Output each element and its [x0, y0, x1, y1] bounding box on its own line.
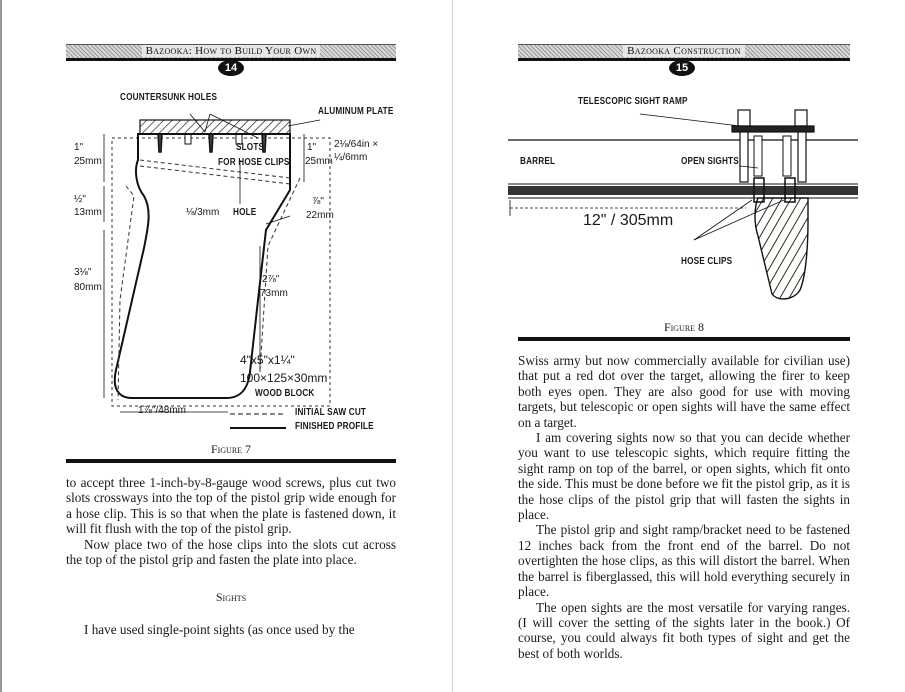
paragraph: Swiss army but now commercially available for civilian use) that put a red dot over the target, allowing the firer to keep both eyes open. They are also good for use with moving targets, but telescopic or open sights will have the same effect on a target. — [518, 353, 850, 430]
body-text — [518, 353, 850, 661]
label-hose-clips: HOSE CLIPS — [681, 256, 733, 267]
label-for-hose-clips: FOR HOSE CLIPS — [218, 157, 290, 168]
label-telescopic-sight-ramp: TELESCOPIC SIGHT RAMP — [578, 96, 688, 107]
paragraph: Now place two of the hose clips into the slots cut across the top of the pistol grip and fasten the plate into place. — [66, 536, 396, 568]
label-wood-block: WOOD BLOCK — [255, 388, 315, 399]
dim-top-left-mm: 25mm — [74, 156, 102, 167]
section-heading: Sights — [215, 590, 247, 604]
dim-slot-in: 1" — [307, 142, 317, 153]
paragraph: I have used single-point sights (as once used by the — [84, 622, 355, 637]
body-text-continued — [66, 622, 396, 637]
telescopic-sight-ramp — [732, 110, 814, 182]
barrel-band — [508, 186, 858, 195]
dim-block-mm: 100×125×30mm — [240, 371, 328, 385]
paragraph: The pistol grip and sight ramp/bracket need to be fastened 12 inches back from the front end of the barrel. Do not overtighten the hose clips, as this will distort the barrel. When the barrel is fiberglassed, this will hold everything securely in place. — [518, 522, 850, 600]
wood-block-outline — [112, 138, 330, 406]
dim-grip-mm: 73mm — [260, 288, 288, 299]
dim-right-upper-in: ⅞" — [312, 196, 324, 207]
open-sights — [754, 136, 791, 176]
page-number: 15 — [669, 60, 695, 76]
legend-initial-saw-cut: INITIAL SAW CUT — [295, 407, 367, 418]
label-countersunk-holes: COUNTERSUNK HOLES — [120, 92, 218, 103]
paragraph: I am covering sights now so that you can decide whether you want to use telescopic sights, which require fitting the sight ramp on top of the barrel, or open sights, which fit onto the side. This must be done before we fit the pistol grip, as it is the hose clips of the pistol grip that will fasten the sights in place. — [518, 430, 850, 523]
hose-clip-slot — [185, 134, 191, 144]
pistol-grip — [755, 198, 808, 299]
dim-mid-left-mm: 80mm — [74, 282, 102, 293]
dim-plate-thickness: 2⅛/64in × ¼/6mm — [334, 139, 379, 163]
paragraph: to accept three 1-inch-by-8-gauge wood screws, plus cut two slots crossways into the top of the pistol grip wide enough for a hose clip. This is so that when the plate is fastened down, it will fit flush with the top of the pistol grip. — [66, 475, 396, 537]
barrel-sights-diagram — [508, 96, 858, 306]
figure-caption: Figure 8 — [663, 320, 705, 334]
dim-top-left-in: 1" — [74, 142, 84, 153]
dim-hole-size: ⅛/3mm — [186, 207, 220, 218]
dim-mid-left-in: 3⅛" — [74, 267, 92, 278]
left-page — [0, 0, 452, 692]
label-aluminum-plate: ALUMINUM PLATE — [318, 106, 394, 117]
right-page — [453, 0, 905, 692]
label-hole: HOLE — [233, 207, 257, 218]
running-header: Bazooka Construction — [518, 44, 850, 58]
figure-caption: Figure 7 — [210, 442, 252, 456]
dim-slot-mm: 25mm — [305, 156, 333, 167]
caption-rule — [518, 337, 850, 341]
dim-block-in: 4"x5"x1¼" — [240, 353, 295, 367]
dim-right-upper-mm: 22mm — [306, 210, 334, 221]
running-header: Bazooka: How to Build Your Own — [66, 44, 396, 58]
caption-rule — [66, 459, 396, 463]
dim-length: 12" / 305mm — [583, 212, 674, 229]
body-text — [66, 475, 396, 567]
dim-upper-left-mm: 13mm — [74, 207, 102, 218]
initial-saw-cut — [118, 186, 134, 400]
aluminum-plate — [140, 120, 290, 134]
dim-grip-in: 2⅞" — [262, 274, 280, 285]
label-barrel: BARREL — [520, 156, 556, 167]
page-number: 14 — [218, 60, 244, 76]
paragraph: The open sights are the most versatile for varying ranges. (I will cover the setting of the sights later in the book.) Of course, you could always fit both types of sight and get the best of both worlds. — [518, 599, 850, 661]
label-open-sights: OPEN SIGHTS — [681, 156, 739, 167]
label-slots: SLOTS — [236, 142, 265, 153]
legend-finished-profile: FINISHED PROFILE — [295, 421, 374, 432]
dim-upper-left-in: ½" — [74, 194, 86, 205]
dim-bottom-width: 1⅞"/48mm — [138, 405, 187, 416]
